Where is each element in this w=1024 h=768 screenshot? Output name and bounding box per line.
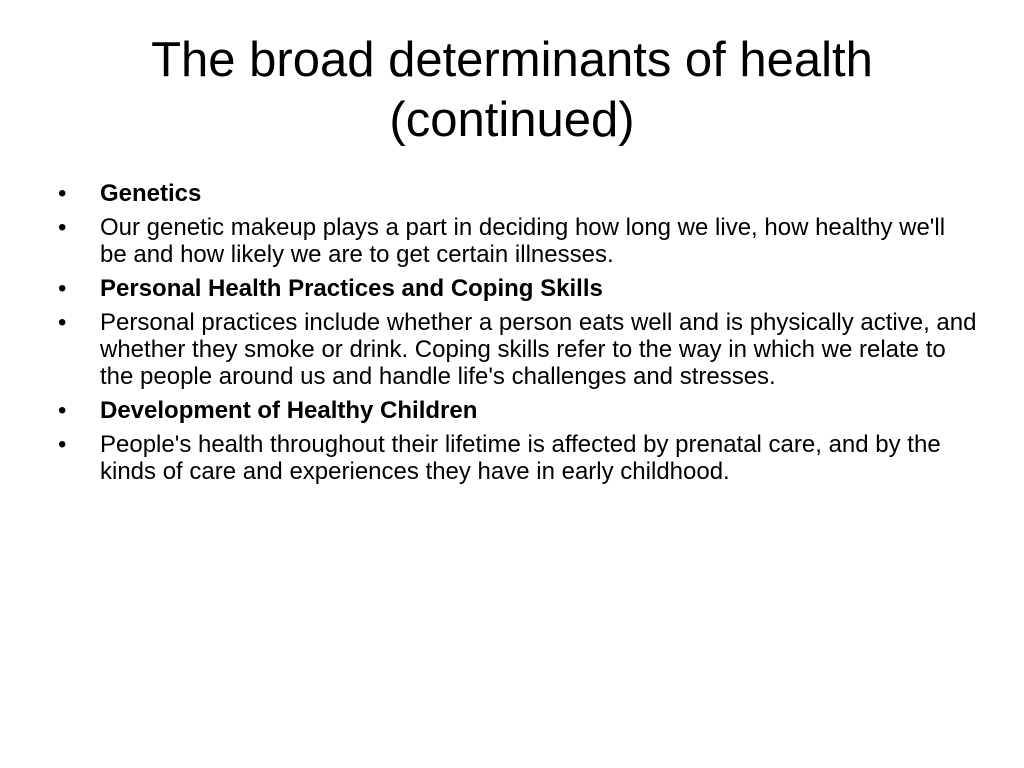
slide-title [0,30,1024,150]
bullet-item-genetics-body [58,214,978,268]
bullet-text: Genetics [100,180,202,207]
bullet-marker: • [58,397,67,424]
bullet-item-healthy-children-body [58,431,978,485]
bullet-list [58,180,978,492]
bullet-item-personal-health-body [58,309,978,390]
bullet-item-personal-health-heading [58,275,978,302]
bullet-marker: • [58,431,67,458]
bullet-text: People's health throughout their lifetime is affected by prenatal care, and by the kinds of care and experiences they have in early childhood. [100,431,941,485]
slide-title-line-1: The broad determinants of health [151,33,873,87]
bullet-marker: • [58,309,67,336]
bullet-item-genetics-heading [58,180,978,207]
bullet-marker: • [58,275,67,302]
bullet-item-healthy-children-heading [58,397,978,424]
bullet-text: Personal practices include whether a person eats well and is physically active, and whether they smoke or drink. Coping skills refer to the way in which we relate to the people around us and handle life's challenges and stresses. [100,309,977,390]
bullet-text: Our genetic makeup plays a part in deciding how long we live, how healthy we'll be and how likely we are to get certain illnesses. [100,214,946,268]
bullet-marker: • [58,214,67,241]
slide-title-line-2: (continued) [389,93,635,147]
bullet-marker: • [58,180,67,207]
bullet-text: Development of Healthy Children [100,397,478,424]
bullet-text: Personal Health Practices and Coping Skills [100,275,603,302]
